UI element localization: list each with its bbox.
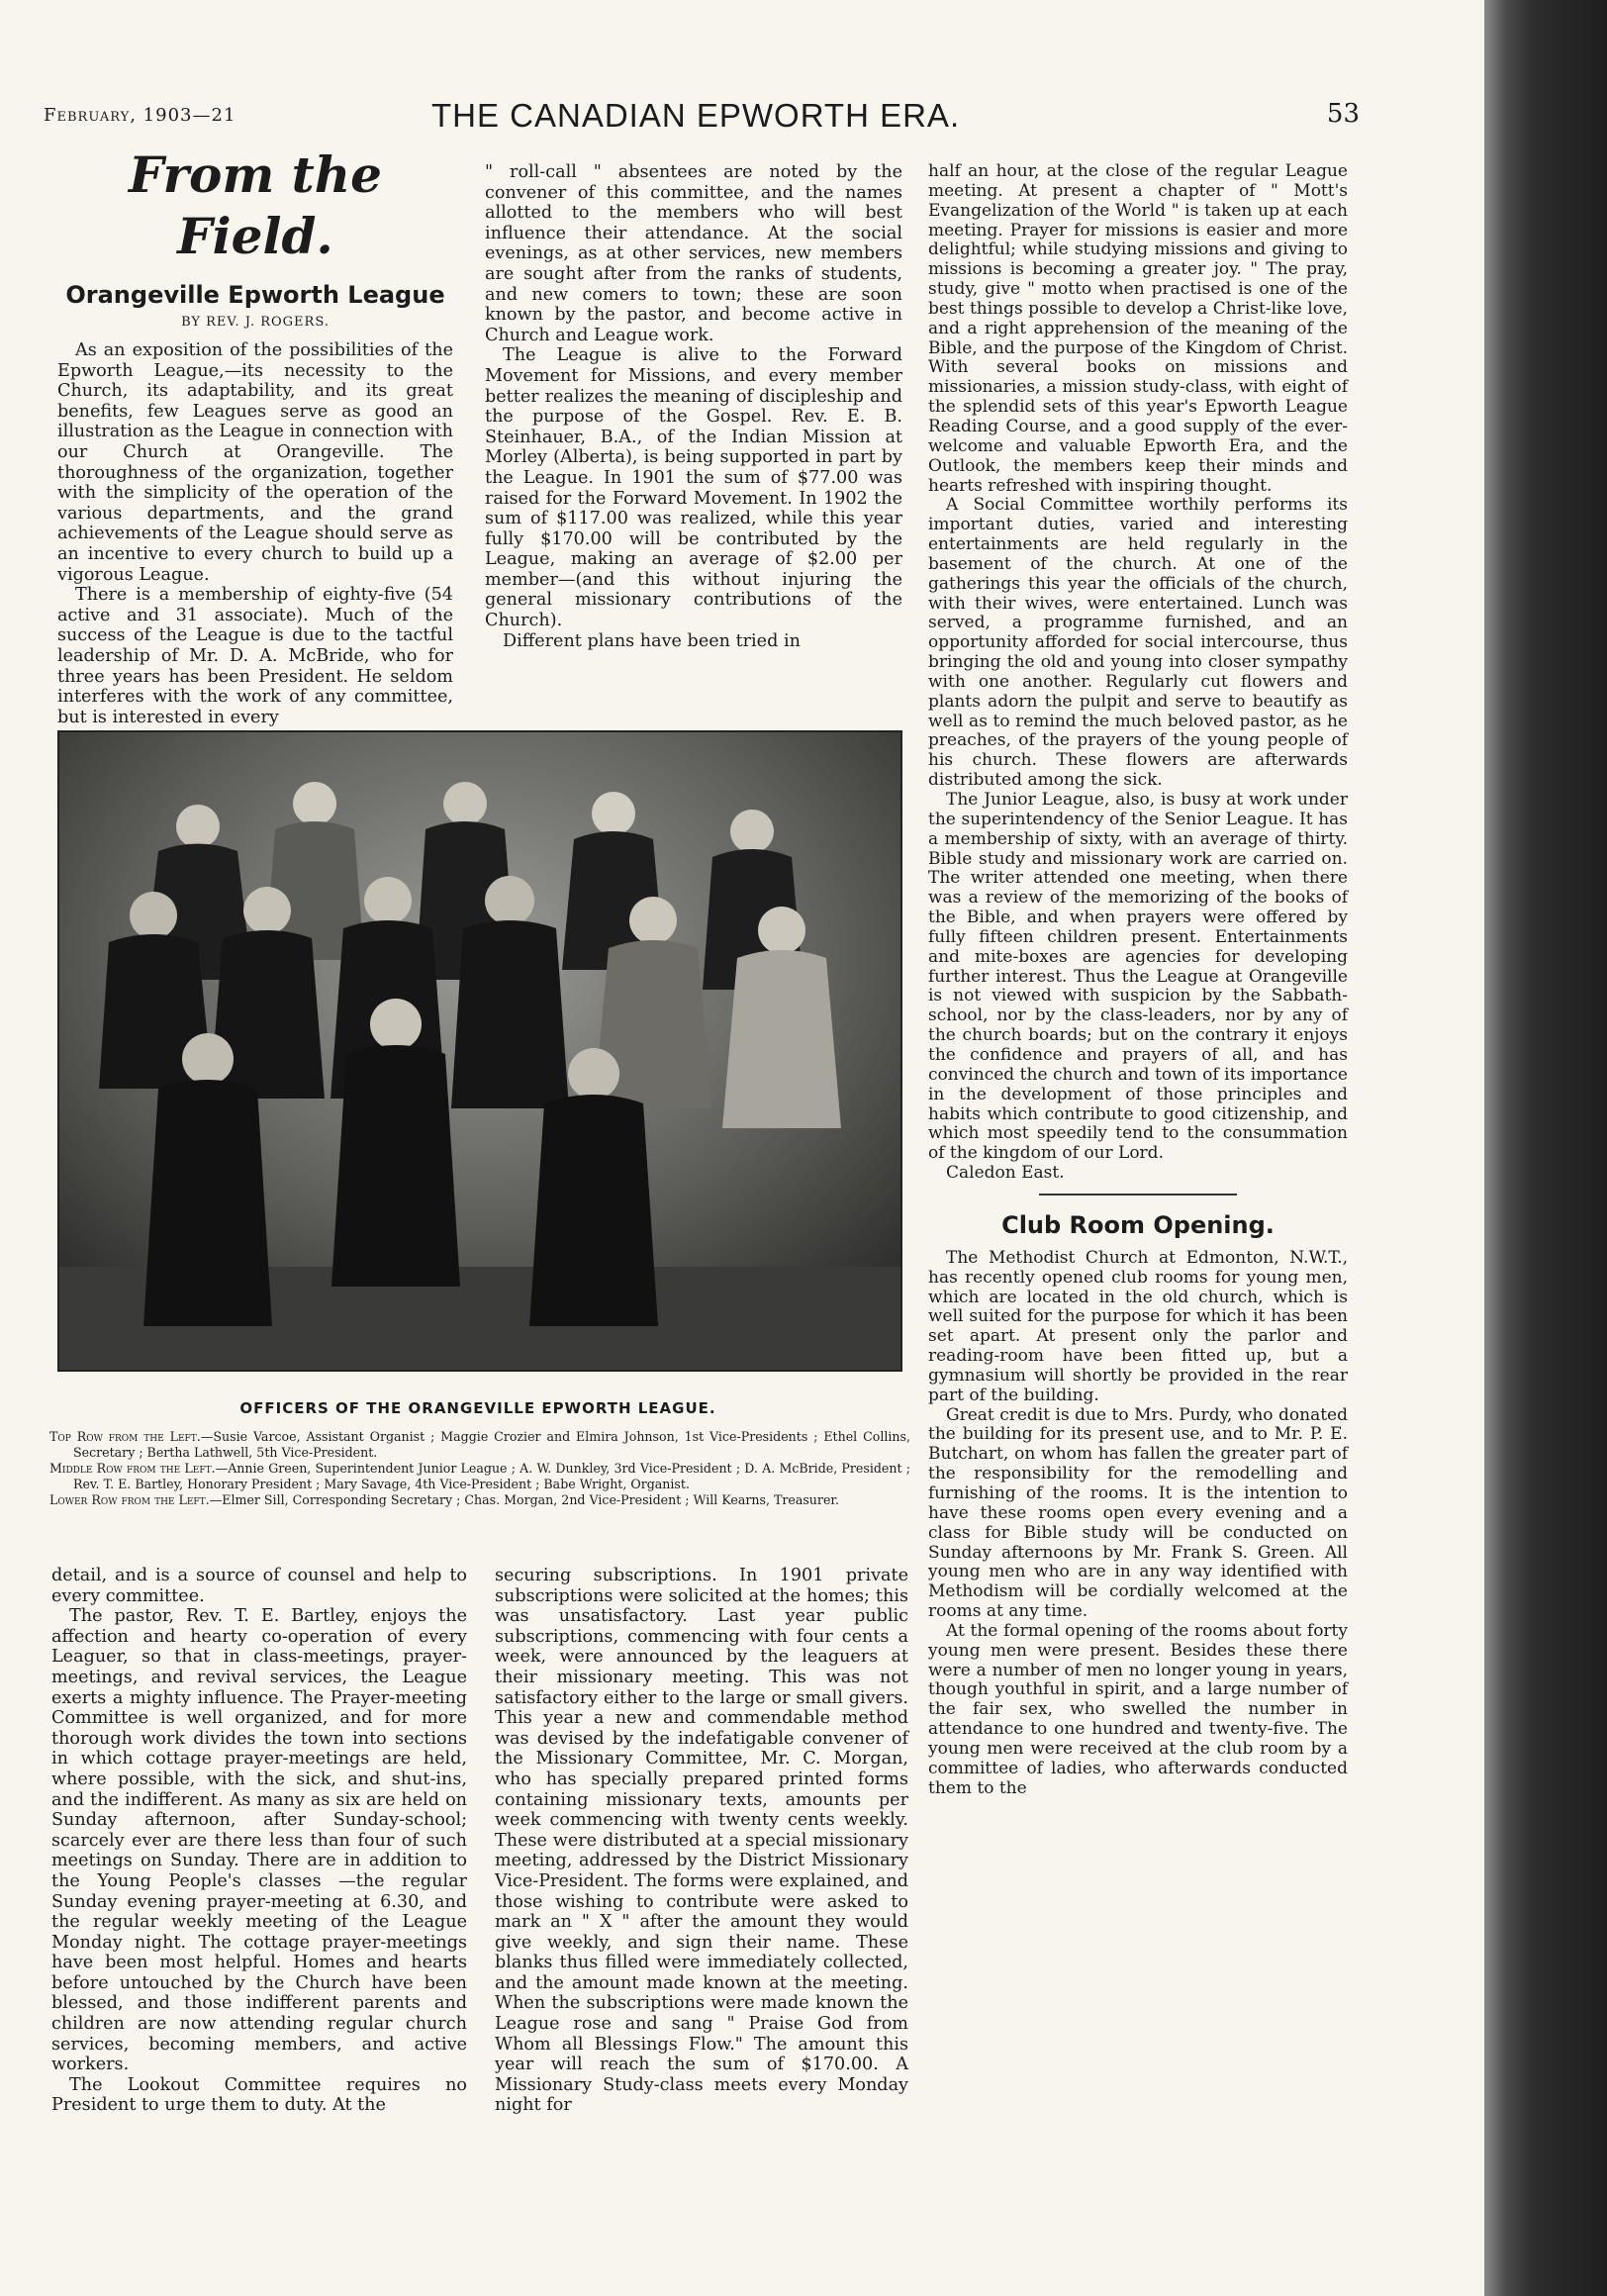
paragraph: As an exposition of the possibilities of the Epworth League,—its necessity to the Church, its adaptability, and its great benefits, few Leagues serve as good an illustration as the League in connection with our Church at Orangeville. The thoroughness of the organization, together with the simplicity of the operation of the various departments, and the grand achievements of the League should serve as an incentive to every church to build up a vigorous League.: [57, 340, 453, 585]
photo-title: OFFICERS OF THE ORANGEVILLE EPWORTH LEAGUE.: [239, 1399, 716, 1417]
paragraph: The League is alive to the Forward Movement for Missions, and every member better realizes the meaning of discipleship and the purpose of the Gospel. Rev. E. B. Steinhauer, B.A., of the Indian Mission at Morley (Alberta), is being supported in part by the League. In 1901 the sum of $77.00 was raised for the Forward Movement. In 1902 the sum of $117.00 was realized, while this year fully $170.00 will be contributed by the League, making an average of $2.00 per member—(and this without injuring the general missionary contributions of the Church).: [485, 345, 902, 631]
column-2-top: [485, 162, 902, 651]
caption-line: [49, 1429, 910, 1461]
group-photograph: [57, 730, 902, 1372]
page-header: [44, 97, 1360, 137]
caption-line: [49, 1461, 910, 1492]
publication-title: THE CANADIAN EPWORTH ERA.: [431, 97, 961, 134]
paragraph: securing subscriptions. In 1901 private subscriptions were solicited at the homes; this was unsatisfactory. Last year public subscriptions, commencing with four cents a week, were announced by the leaguers at their missionary meeting. This was not satisfactory either to the large or small givers. This year a new and commendable method was devised by the indefatigable convener of the Missionary Committee, Mr. C. Morgan, who has specially prepared printed forms containing missionary texts, amounts per week commencing with twenty cents weekly. These were distributed at a special missionary meeting, addressed by the District Missionary Vice-President. The forms were explained, and those wishing to contribute were asked to mark an " X " after the amount they would give weekly, and sign their name. These blanks thus filled were immediately collected, and the amount made known at the meeting. When the subscriptions were made known the League rose and sang " Praise God from Whom all Blessings Flow." The amount this year will reach the sum of $170.00. A Missionary Study-class meets every Monday night for: [495, 1566, 908, 2116]
column-1-top: [57, 145, 453, 727]
paragraph: Great credit is due to Mrs. Purdy, who donated the building for its present use, and to Mr. P. E. Butchart, on whom has fallen the greater part of the responsibility for the remodelling and furnishing of the rooms. It is the intention to have these rooms open every evening and a class for Bible study will be conducted on Sunday afternoons by Mr. Frank S. Green. All young men who are in any way identified with Methodism will be cordially welcomed at the rooms at any time.: [928, 1404, 1348, 1622]
caption-lead: Lower Row from the Left.: [49, 1492, 210, 1507]
paragraph: The Lookout Committee requires no President to urge them to duty. At the: [51, 2074, 467, 2116]
photograph-image: [59, 732, 900, 1370]
paragraph: A Social Committee worthily performs its important duties, varied and interesting entertainments are held regularly in the basement of the church. At one of the gatherings this year the officials of the church, with their wives, were entertained. Lunch was served, a programme furnished, and an opportunity afforded for social intercourse, thus bringing the old and young into closer sympathy with one another. Regularly cut flowers and plants adorn the pulpit and serve to beautify as well as to remind the much beloved pastor, as he preaches, of the prayers of the young people of his church. These flowers are afterwards distributed among the sick.: [928, 495, 1348, 791]
article-signoff: Caledon East.: [946, 1163, 1065, 1184]
article-headline: Orangeville Epworth League: [65, 281, 445, 309]
caption-line: [49, 1492, 910, 1508]
page-number: 53: [1326, 99, 1360, 129]
caption-text: —Susie Varcoe, Assistant Organist ; Maggie Crozier and Elmira Johnson, 1st Vice-Presidents ; Ethel Collins, Secretary ; Bertha Lathwell, 5th Vice-President.: [73, 1429, 910, 1460]
section-title: From the Field.: [129, 145, 382, 265]
paragraph: " roll-call " absentees are noted by the convener of this committee, and the names allotted to the members who will best influence their attendance. At the social evenings, as at other services, new members are sought after from the ranks of students, and new comers to town; these are soon known by the pastor, and become active in Church and League work.: [485, 162, 902, 345]
paragraph: There is a membership of eighty-five (54 active and 31 associate). Much of the success of the League is due to the tactful leadership of Mr. D. A. McBride, who for three years has been President. He seldom interferes with the work of any committee, but is interested in every: [57, 585, 453, 727]
article-headline: Club Room Opening.: [1001, 1210, 1275, 1239]
column-2-bottom: [495, 1566, 908, 2116]
photo-caption: [49, 1429, 910, 1508]
paragraph: half an hour, at the close of the regular League meeting. At present a chapter of " Mott's Evangelization of the World " is taken up at each meeting. Prayer for missions is easier and more delightful; while studying missions and giving to missions is becoming a greater joy. " The pray, study, give " motto when practised is one of the best things possible to develop a Christ-like love, and a right apprehension of the meaning of the Bible, and the purpose of the Kingdom of Christ. With several books on missions and missionaries, a mission study-class, with eight of the splendid sets of this year's Epworth League Reading Course, and a good supply of the ever-welcome and valuable Epworth Era, and the Outlook, the members keep their minds and hearts refreshed with inspiring thought.: [928, 161, 1348, 496]
paragraph: The Junior League, also, is busy at work under the superintendency of the Senior League. It has a membership of sixty, with an average of thirty. Bible study and missionary work are carried on. The writer attended one meeting, when there was a review of the memorizing of the books of the Bible, and when prayers were offered by fully fifteen children present. Entertainments and mite-boxes are agencies for developing further interest. Thus the League at Orangeville is not viewed with suspicion by the Sabbath-school, nor by the class-leaders, nor by any of the church boards; but on the contrary it enjoys the confidence and prayers of all, and has convinced the church and town of its importance in the development of those principles and habits which contribute to good citizenship, and which most speedily tend to the consummation of the kingdom of our Lord.: [928, 790, 1348, 1164]
paragraph: The pastor, Rev. T. E. Bartley, enjoys the affection and hearty co-operation of every Leaguer, so that in class-meetings, prayer-meetings, and revival services, the League exerts a mighty influence. The Prayer-meeting Committee is well organized, and for more thorough work divides the town into sections in which cottage prayer-meetings are held, where possible, with the sick, and shut-ins, and the indifferent. As many as six are held on Sunday afternoon, after Sunday-school; scarcely ever are there less than four of such meetings on Sunday. There are in addition to the Young People's classes —the regular Sunday evening prayer-meeting at 6.30, and the regular weekly meeting of the League Monday night. The cottage prayer-meetings have been most helpful. Homes and hearts before untouched by the Church have been blessed, and those indifferent parents and children are now attending regular church services, becoming members, and active workers.: [51, 1606, 467, 2075]
header-date: February, 1903—21: [44, 105, 236, 126]
caption-lead: Middle Row from the Left.: [49, 1461, 216, 1476]
column-3: [928, 162, 1348, 1799]
column-1-bottom: [51, 1566, 467, 2116]
article-byline: BY REV. J. ROGERS.: [181, 315, 330, 330]
paragraph: The Methodist Church at Edmonton, N.W.T., has recently opened club rooms for young men, which are located in the old church, which is well suited for the purpose for which it has been set apart. At present only the parlor and reading-room have been fitted up, but a gymnasium will shortly be provided in the rear part of the building.: [928, 1247, 1348, 1405]
paragraph: detail, and is a source of counsel and help to every committee.: [51, 1566, 467, 1606]
caption-text: —Elmer Sill, Corresponding Secretary ; Chas. Morgan, 2nd Vice-President ; Will Kearns, Treasurer.: [209, 1492, 840, 1507]
caption-lead: Top Row from the Left.: [49, 1429, 201, 1444]
caption-text: —Annie Green, Superintendent Junior League ; A. W. Dunkley, 3rd Vice-President ; D. A. McBride, President ; Rev. T. E. Bartley, Honorary President ; Mary Savage, 4th Vice-President ; Babe Wright, Organist.: [73, 1461, 910, 1491]
paragraph: Different plans have been tried in: [503, 630, 801, 651]
divider-rule: [1039, 1194, 1237, 1196]
paragraph: At the formal opening of the rooms about forty young men were present. Besides these there were a number of men no longer young in years, though youthful in spirit, and a large number of the fair sex, who swelled the number in attendance to one hundred and twenty-five. The young men were received at the club room by a committee of ladies, who afterwards conducted them to the: [928, 1620, 1348, 1798]
book-binding-edge: [1484, 0, 1607, 2296]
